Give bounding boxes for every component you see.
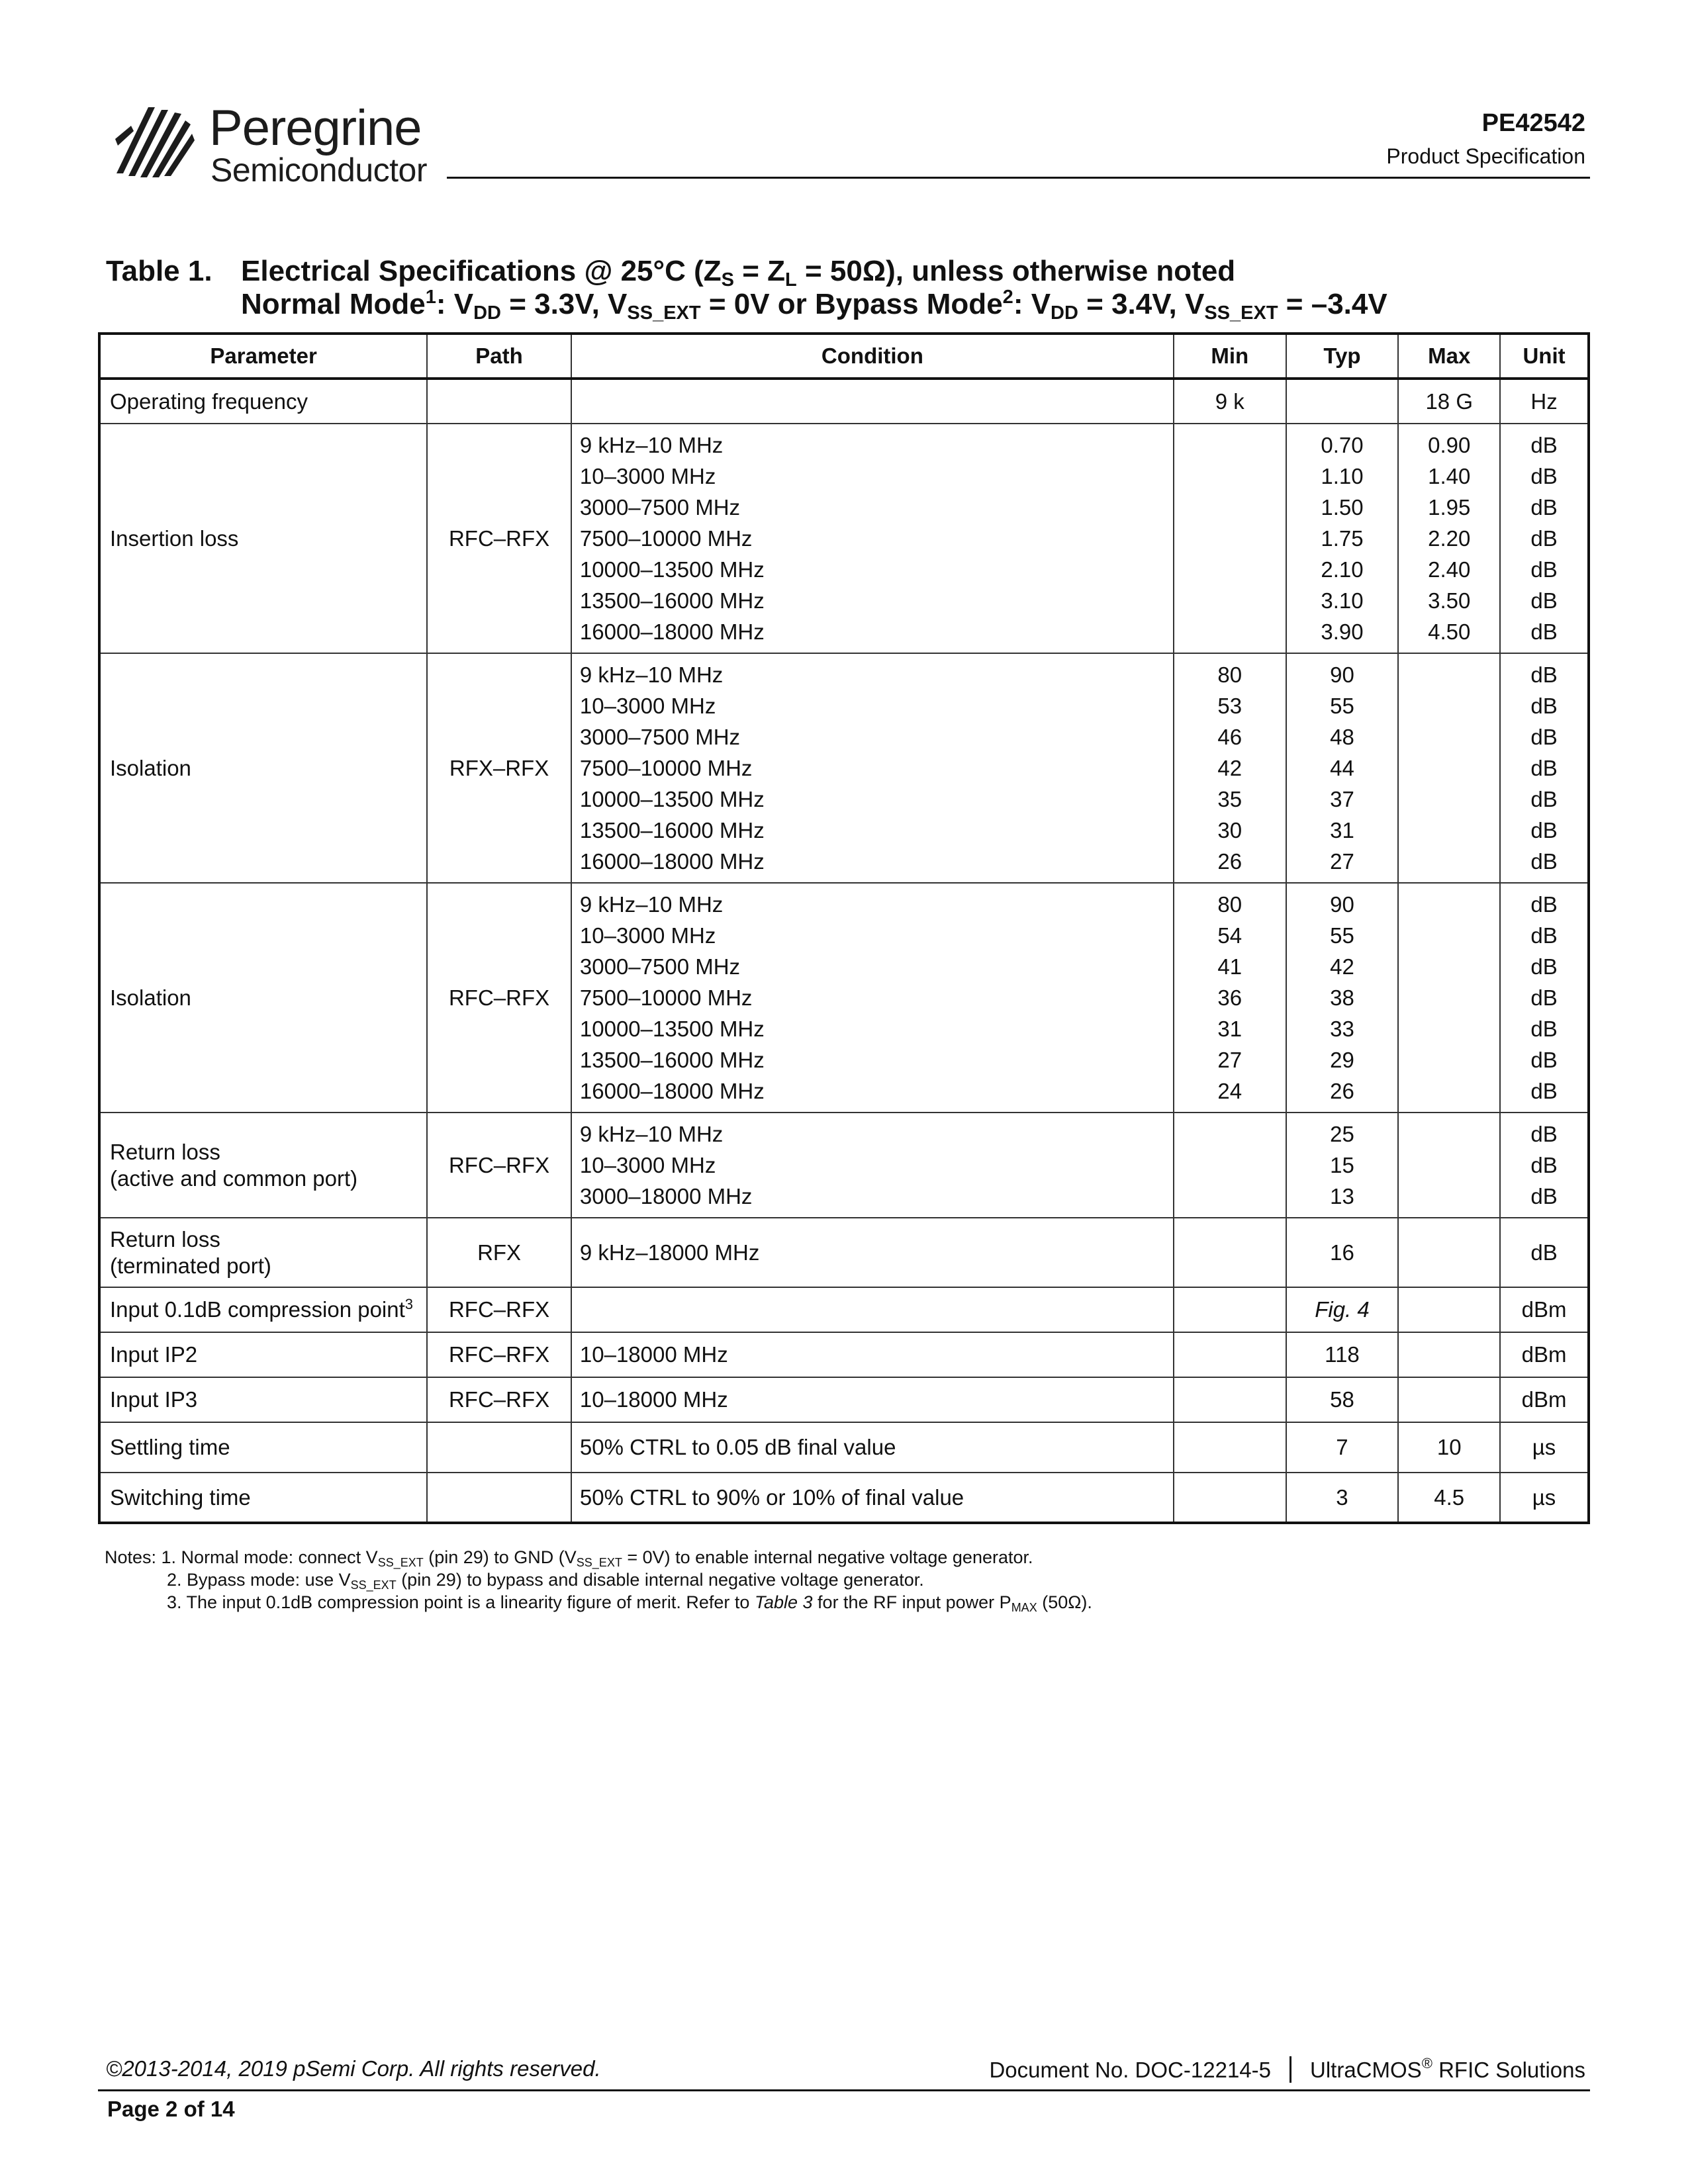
header-rule (447, 177, 1590, 179)
note-2: 2. Bypass mode: use $V_{SS\_EXT}$ (pin 29) to bypass and disable internal negative voltage generator. (167, 1570, 924, 1592)
footer-document-number: Document No. DOC-12214-5 UltraCMOS® RFIC Solutions (989, 2055, 1585, 2082)
table-row: Input 0.1dB compression point$^3$ RFC–RFX Fig. 4 dBm (99, 1287, 1589, 1332)
table-row: Return loss (active and common port) RFC–RFX 9 kHz–10 MHz 10–3000 MHz 3000–18000 MHz 25 15 13 dB dB dB (99, 1113, 1589, 1218)
table-row: Isolation RFX–RFX 9 kHz–10 MHz 10–3000 MHz 3000–7500 MHz 7500–10000 MHz 10000–13500 MHz 13500–16000 MHz 16000–18000 MHz 80 53 46 42 35 30 26 90 55 48 44 37 31 27 dB dB dB dB dB dB dB (99, 653, 1589, 883)
electrical-spec-table (98, 332, 1590, 1524)
table-row: Insertion loss RFC–RFX 9 kHz–10 MHz 10–3000 MHz 3000–7500 MHz 7500–10000 MHz 10000–13500 MHz 13500–16000 MHz 16000–18000 MHz 0.70 1.10 1.50 1.75 2.10 3.10 3.90 0.90 1.40 1.95 2.20 2.40 3.50 4.50 dB dB dB dB dB dB dB (99, 424, 1589, 653)
company-logo (111, 99, 427, 189)
table-row: Input IP2 RFC–RFX 10–18000 MHz 118 dBm (99, 1332, 1589, 1377)
footer-separator (1289, 2056, 1291, 2083)
footer-rule (98, 2089, 1590, 2091)
logo-name: Peregrine (209, 100, 422, 156)
footer-copyright: ©2013-2014, 2019 pSemi Corp. All rights reserved. (106, 2056, 601, 2081)
table-row: Settling time 50% CTRL to 0.05 dB final value 7 10 µs (99, 1422, 1589, 1473)
table-row: Return loss (terminated port) RFX 9 kHz–18000 MHz 16 dB (99, 1218, 1589, 1287)
table-subtitle: Normal Mode$^1$: $V_{DD} = 3.3V$, $V_{SS\_EXT} = 0V$ or Bypass Mode$^2$: $V_{DD} = 3.4V$, $V_{SS\_EXT} = -3.4V$ (241, 287, 1387, 324)
peregrine-bird-icon (111, 99, 197, 185)
table-notes (105, 1546, 1092, 1614)
table-row: Input IP3 RFC–RFX 10–18000 MHz 58 dBm (99, 1377, 1589, 1422)
header-unit: Unit (1500, 334, 1589, 379)
table-header-row (99, 334, 1589, 379)
table-row: Isolation RFC–RFX 9 kHz–10 MHz 10–3000 MHz 3000–7500 MHz 7500–10000 MHz 10000–13500 MHz 13500–16000 MHz 16000–18000 MHz 80 54 41 36 31 27 24 90 55 42 38 33 29 26 dB dB dB dB dB dB dB (99, 883, 1589, 1113)
document-type: Product Specification (1386, 144, 1585, 168)
part-number: PE42542 (1481, 109, 1585, 137)
table-row: Switching time 50% CTRL to 90% or 10% of final value 3 4.5 µs (99, 1473, 1589, 1523)
header-path: Path (427, 334, 571, 379)
logo-subtitle: Semiconductor (211, 152, 427, 189)
header-typ: Typ (1286, 334, 1399, 379)
page-number: Page 2 of 14 (107, 2097, 235, 2121)
note-3: 3. The input 0.1dB compression point is a linearity figure of merit. Refer to Table 3 for the RF input power $P_{MAX}$ (50Ω). (167, 1592, 1092, 1614)
header-min: Min (1174, 334, 1286, 379)
table-row: Operating frequency 9 k 18 G Hz (99, 379, 1589, 424)
header-condition: Condition (571, 334, 1174, 379)
table-label: Table 1. (106, 255, 212, 287)
note-1: Notes: 1. Normal mode: connect $V_{SS\_EXT}$ (pin 29) to GND $(V_{SS\_EXT} = 0V)$ to enable internal negative voltage generator. (105, 1547, 1033, 1569)
header-parameter: Parameter (99, 334, 427, 379)
table-title: Table 1. Electrical Specifications @ 25°C $(Z_S = Z_L = 50\Omega)$, unless otherwise noted Normal Mode$^1$: $V_{DD} = 3.3V$, $V_{SS\_EXT} = 0V$ or Bypass Mode$^2$: $V_{DD} = 3.4V$, $V_{SS\_EXT} = -3.4V$ (106, 255, 1387, 324)
header-max: Max (1398, 334, 1500, 379)
